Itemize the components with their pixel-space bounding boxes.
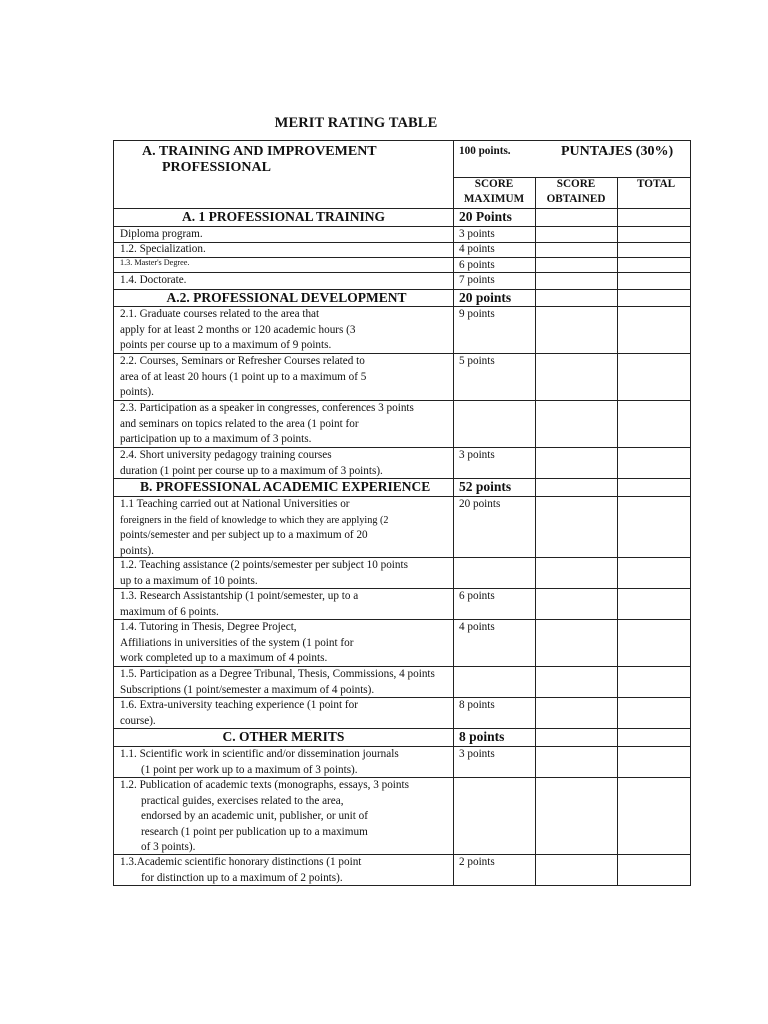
row-masters: 1.3. Master's Degree. <box>120 258 190 267</box>
row-research-assistantship-points: 6 points <box>459 590 495 602</box>
row-honorary-distinctions: 1.3.Academic scientific honorary distinctions (1 point for distinction up to a maximum of 2 points). <box>120 856 362 884</box>
row-masters-points: 6 points <box>459 259 495 271</box>
row-honorary-distinctions-points: 2 points <box>459 856 495 868</box>
row-degree-tribunal: 1.5. Participation as a Degree Tribunal, Thesis, Commissions, 4 points Subscriptions (1 point/semester a maximum of 4 points). <box>120 668 435 696</box>
row-specialization-points: 4 points <box>459 243 495 255</box>
section-a-heading-line2: PROFESSIONAL <box>162 160 271 175</box>
row-graduate-courses: 2.1. Graduate courses related to the area that apply for at least 2 months or 120 academic hours (3 points per course up to a maximum of 9 points. <box>120 308 356 352</box>
row-scientific-work: 1.1. Scientific work in scientific and/or dissemination journals (1 point per work up to a maximum of 3 points). <box>120 748 399 776</box>
row-tutoring: 1.4. Tutoring in Thesis, Degree Project, Affiliations in universities of the system (1 point for work completed up to a maximum of 4 points. <box>120 621 354 665</box>
row-specialization: 1.2. Specialization. <box>120 243 206 255</box>
row-line <box>114 272 690 273</box>
merit-rating-table <box>113 140 691 886</box>
total-points: 100 points. <box>459 145 511 157</box>
row-doctorate-points: 7 points <box>459 274 495 286</box>
section-b-points: 52 points <box>459 479 512 494</box>
row-extra-university-points: 8 points <box>459 699 495 711</box>
row-publication: 1.2. Publication of academic texts (monographs, essays, 3 points practical guides, exercises related to the area, endorsed by an academic unit, publisher, or unit of research (1 point per publication up to a maximum of 3 points). <box>120 779 409 854</box>
row-speaker-participation: 2.3. Participation as a speaker in congresses, conferences 3 points and seminars on topics related to the area (1 point for participation up to a maximum of 3 points. <box>120 402 414 446</box>
row-refresher-courses: 2.2. Courses, Seminars or Refresher Courses related to area of at least 20 hours (1 point up to a maximum of 5 points). <box>120 355 367 399</box>
col-header-total: TOTAL <box>637 178 676 190</box>
row-doctorate: 1.4. Doctorate. <box>120 274 187 286</box>
section-c-title: C. OTHER MERITS <box>222 729 345 744</box>
col-divider-3 <box>617 177 618 885</box>
section-a1-points: 20 Points <box>459 209 512 224</box>
section-a1-title: A. 1 PROFESSIONAL TRAINING <box>181 209 386 224</box>
col-header-score-maximum: SCORE MAXIMUM <box>463 178 525 205</box>
row-diploma-points: 3 points <box>459 228 495 240</box>
row-research-assistantship: 1.3. Research Assistantship (1 point/semester, up to a maximum of 6 points. <box>120 590 359 618</box>
row-graduate-courses-points: 9 points <box>459 308 495 320</box>
row-teaching-assistance: 1.2. Teaching assistance (2 points/semester per subject 10 points up to a maximum of 10 points. <box>120 559 408 587</box>
page-title: MERIT RATING TABLE <box>274 115 438 131</box>
section-b-title: B. PROFESSIONAL ACADEMIC EXPERIENCE <box>140 479 431 494</box>
row-teaching: 1.1 Teaching carried out at National Universities or foreigners in the field of knowledge to which they are applying (2 points/semester and per subject up to a maximum of 20 points). <box>120 498 389 557</box>
row-pedagogy-courses: 2.4. Short university pedagogy training courses duration (1 point per course up to a maximum of 3 points). <box>120 449 383 477</box>
col-header-score-obtained: SCORE OBTAINED <box>546 178 606 205</box>
puntajes-label: PUNTAJES (30%) <box>561 144 674 159</box>
section-c-points: 8 points <box>459 729 505 744</box>
row-teaching-points: 20 points <box>459 498 501 510</box>
row-refresher-courses-points: 5 points <box>459 355 495 367</box>
row-diploma: Diploma program. <box>120 228 203 240</box>
section-a-heading-line1: A. TRAINING AND IMPROVEMENT <box>142 144 377 159</box>
section-a2-title: A.2. PROFESSIONAL DEVELOPMENT <box>166 290 407 305</box>
row-scientific-work-points: 3 points <box>459 748 495 760</box>
section-a2-points: 20 points <box>459 290 512 305</box>
row-tutoring-points: 4 points <box>459 621 495 633</box>
col-divider-1 <box>453 141 454 885</box>
col-divider-2 <box>535 177 536 885</box>
row-pedagogy-courses-points: 3 points <box>459 449 495 461</box>
row-extra-university: 1.6. Extra-university teaching experience (1 point for course). <box>120 699 358 727</box>
